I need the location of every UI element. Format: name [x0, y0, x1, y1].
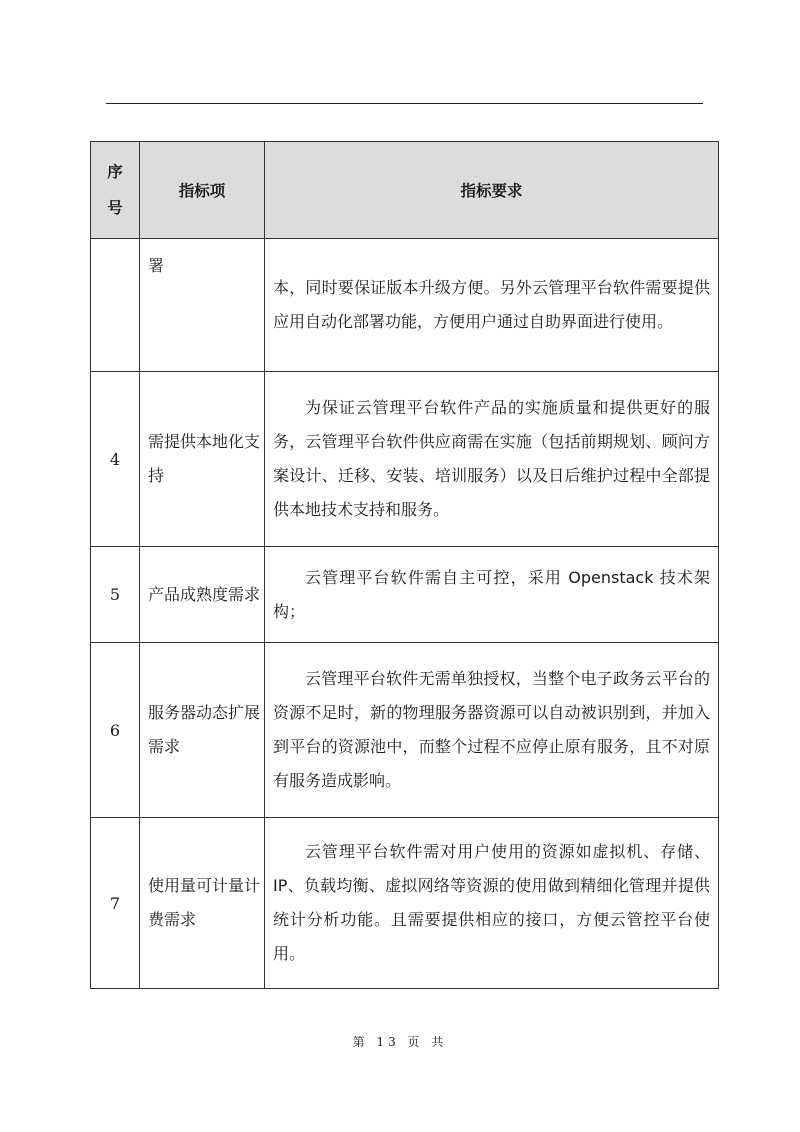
row-requirement: 云管理平台软件无需单独授权，当整个电子政务云平台的资源不足时，新的物理服务器资源可以自动被识别到，并加入到平台的资源池中，而整个过程不应停止原有服务，且不对原有服务造成影响。 — [265, 643, 719, 818]
table-row — [91, 643, 719, 818]
table-header-row — [91, 142, 719, 239]
table-row — [91, 239, 719, 372]
row-requirement: 云管理平台软件需自主可控，采用 Openstack 技术架构； — [265, 547, 719, 643]
spec-table — [90, 141, 719, 989]
header-seq: 序 号 — [91, 142, 140, 239]
page-footer: 第 13 页 共 — [352, 1035, 448, 1049]
table-row — [91, 372, 719, 547]
row-item: 署 — [140, 239, 265, 372]
row-item: 产品成熟度需求 — [140, 547, 265, 643]
row-requirement: 云管理平台软件需对用户使用的资源如虚拟机、存储、IP、负载均衡、虚拟网络等资源的使用做到精细化管理并提供统计分析功能。且需要提供相应的接口，方便云管控平台使用。 — [265, 818, 719, 989]
row-item: 服务器动态扩展需求 — [140, 643, 265, 818]
header-item: 指标项 — [140, 142, 265, 239]
row-number: 6 — [91, 643, 140, 818]
header-requirement: 指标要求 — [265, 142, 719, 239]
row-requirement: 为保证云管理平台软件产品的实施质量和提供更好的服务，云管理平台软件供应商需在实施（包括前期规划、顾问方案设计、迁移、安装、培训服务）以及日后维护过程中全部提供本地技术支持和服务。 — [265, 372, 719, 547]
row-item: 使用量可计量计费需求 — [140, 818, 265, 989]
row-requirement: 本，同时要保证版本升级方便。另外云管理平台软件需要提供应用自动化部署功能，方便用户通过自助界面进行使用。 — [265, 239, 719, 372]
table-row — [91, 547, 719, 643]
header-rule — [106, 103, 703, 104]
row-item: 需提供本地化支持 — [140, 372, 265, 547]
row-number: 4 — [91, 372, 140, 547]
row-number — [91, 239, 140, 372]
table-row — [91, 818, 719, 989]
row-number: 5 — [91, 547, 140, 643]
row-number: 7 — [91, 818, 140, 989]
